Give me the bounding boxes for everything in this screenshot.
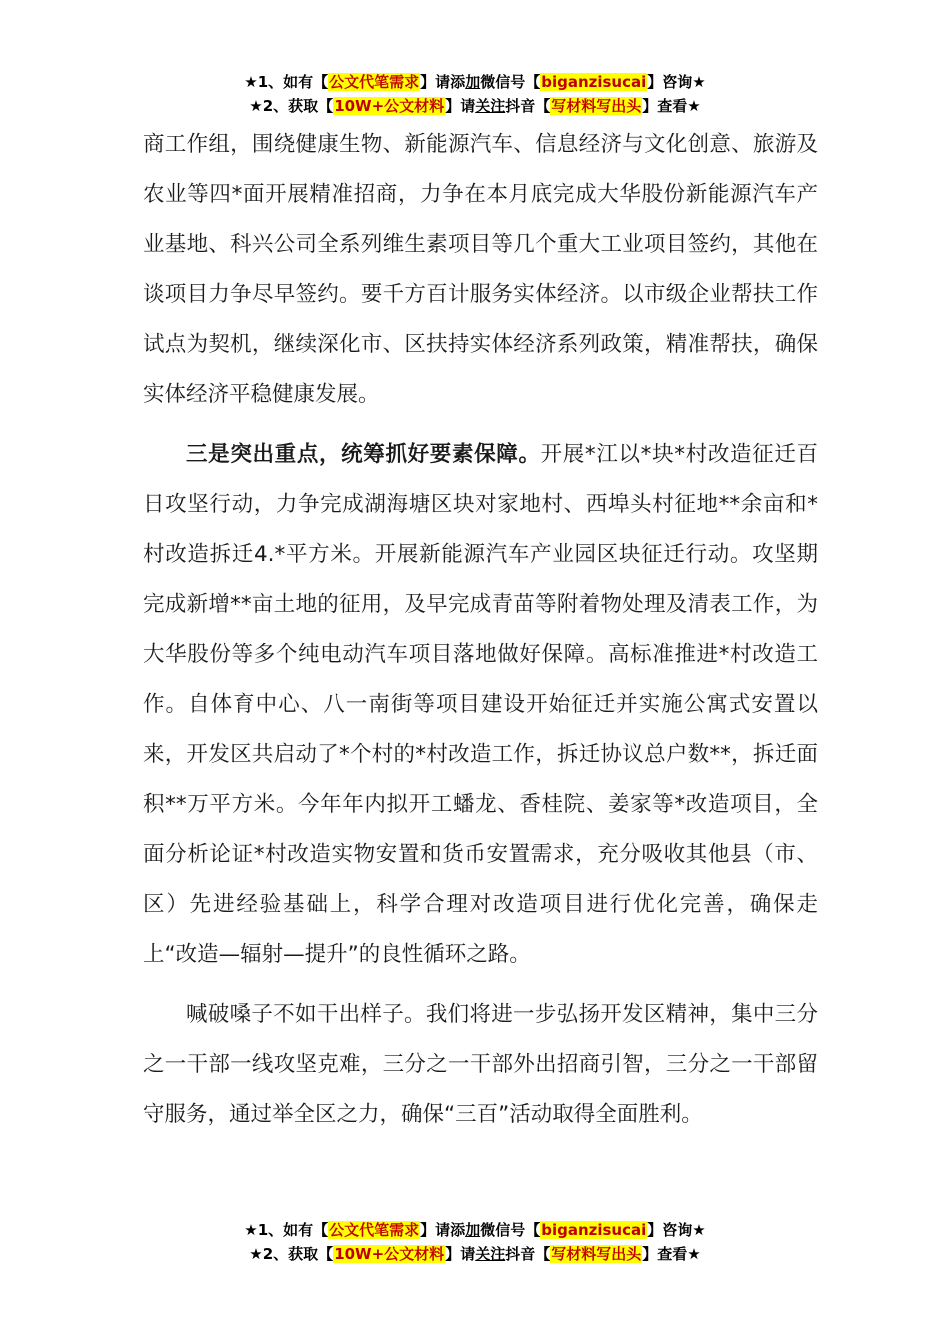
banner-highlight: 10W+公文材料 (334, 97, 445, 115)
banner-underlined-text: 加 (465, 73, 481, 91)
banner-text: ★1、如有【 (244, 73, 329, 91)
banner-underlined-text: 关注 (475, 97, 506, 115)
banner-text: 】咨询★ (647, 73, 706, 91)
banner-text: 】查看★ (642, 1245, 701, 1263)
banner-highlight: 10W+公文材料 (334, 1245, 445, 1263)
paragraph-conclusion: 喊破嗓子不如干出样子。我们将进一步弘扬开发区精神，集中三分之一干部一线攻坚克难，三分之一干部外出招商引智，三分之一干部留守服务，通过举全区之力，确保“三百”活动取得全面胜利。 (143, 1002, 818, 1127)
banner-text: 】查看★ (642, 97, 701, 115)
banner-line-2 (0, 94, 950, 118)
banner-text: 】请 (445, 97, 476, 115)
banner-text: ★2、获取【 (249, 1245, 334, 1263)
banner-text: 】请添 (420, 1221, 466, 1239)
banner-line-2 (0, 1242, 950, 1266)
paragraph-lead-heading: 三是突出重点，统筹抓好要素保障。 (186, 442, 541, 467)
document-body (143, 120, 818, 1140)
banner-text: 抖音【 (505, 1245, 551, 1263)
banner-underlined-text: 关注 (475, 1245, 506, 1263)
paragraph-investment: 商工作组，围绕健康生物、新能源汽车、信息经济与文化创意、旅游及农业等四*面开展精准招商，力争在本月底完成大华股份新能源汽车产业基地、科兴公司全系列维生素项目等几个重大工业项目签约，其他在谈项目力争尽早签约。要千方百计服务实体经济。以市级企业帮扶工作试点为契机，继续深化市、区扶持实体经济系列政策，精准帮扶，确保实体经济平稳健康发展。 (143, 132, 818, 407)
banner-highlight-douyin-account: 写材料写出头 (551, 1245, 642, 1263)
paragraph-text: 开展*江以*块*村改造征迁百日攻坚行动，力争完成湖海塘区块对家地村、西埠头村征地**余亩和*村改造拆迁4.*平方米。开展新能源汽车产业园区块征迁行动。攻坚期完成新增**亩土地的征用，及早完成青苗等附着物处理及清表工作，为大华股份等多个纯电动汽车项目落地做好保障。高标准推进*村改造工作。自体育中心、八一南街等项目建设开始征迁并实施公寓式安置以来，开发区共启动了*个村的*村改造工作，拆迁协议总户数**，拆迁面积**万平方米。今年年内拟开工蟠龙、香桂院、姜家等*改造项目，全面分析论证*村改造实物安置和货币安置需求，充分吸收其他县（市、区）先进经验基础上，科学合理对改造项目进行优化完善，确保走上“改造—辐射—提升”的良性循环之路。 (143, 442, 818, 967)
banner-text: 】咨询★ (647, 1221, 706, 1239)
header-banner (0, 70, 950, 118)
banner-highlight: 公文代笔需求 (329, 1221, 420, 1239)
banner-highlight: 公文代笔需求 (329, 73, 420, 91)
footer-banner (0, 1218, 950, 1266)
banner-highlight-douyin-account: 写材料写出头 (551, 97, 642, 115)
banner-underlined-text: 加 (465, 1221, 481, 1239)
banner-text: ★1、如有【 (244, 1221, 329, 1239)
banner-highlight-wechat-id: biganzisucai (541, 73, 647, 91)
banner-text: ★2、获取【 (249, 97, 334, 115)
banner-text: 】请 (445, 1245, 476, 1263)
banner-text: 抖音【 (505, 97, 551, 115)
banner-text: 】请添 (420, 73, 466, 91)
paragraph-factor-guarantee (143, 430, 818, 980)
banner-text: 微信号【 (480, 1221, 541, 1239)
banner-line-1 (0, 1218, 950, 1242)
banner-text: 微信号【 (480, 73, 541, 91)
banner-highlight-wechat-id: biganzisucai (541, 1221, 647, 1239)
banner-line-1 (0, 70, 950, 94)
